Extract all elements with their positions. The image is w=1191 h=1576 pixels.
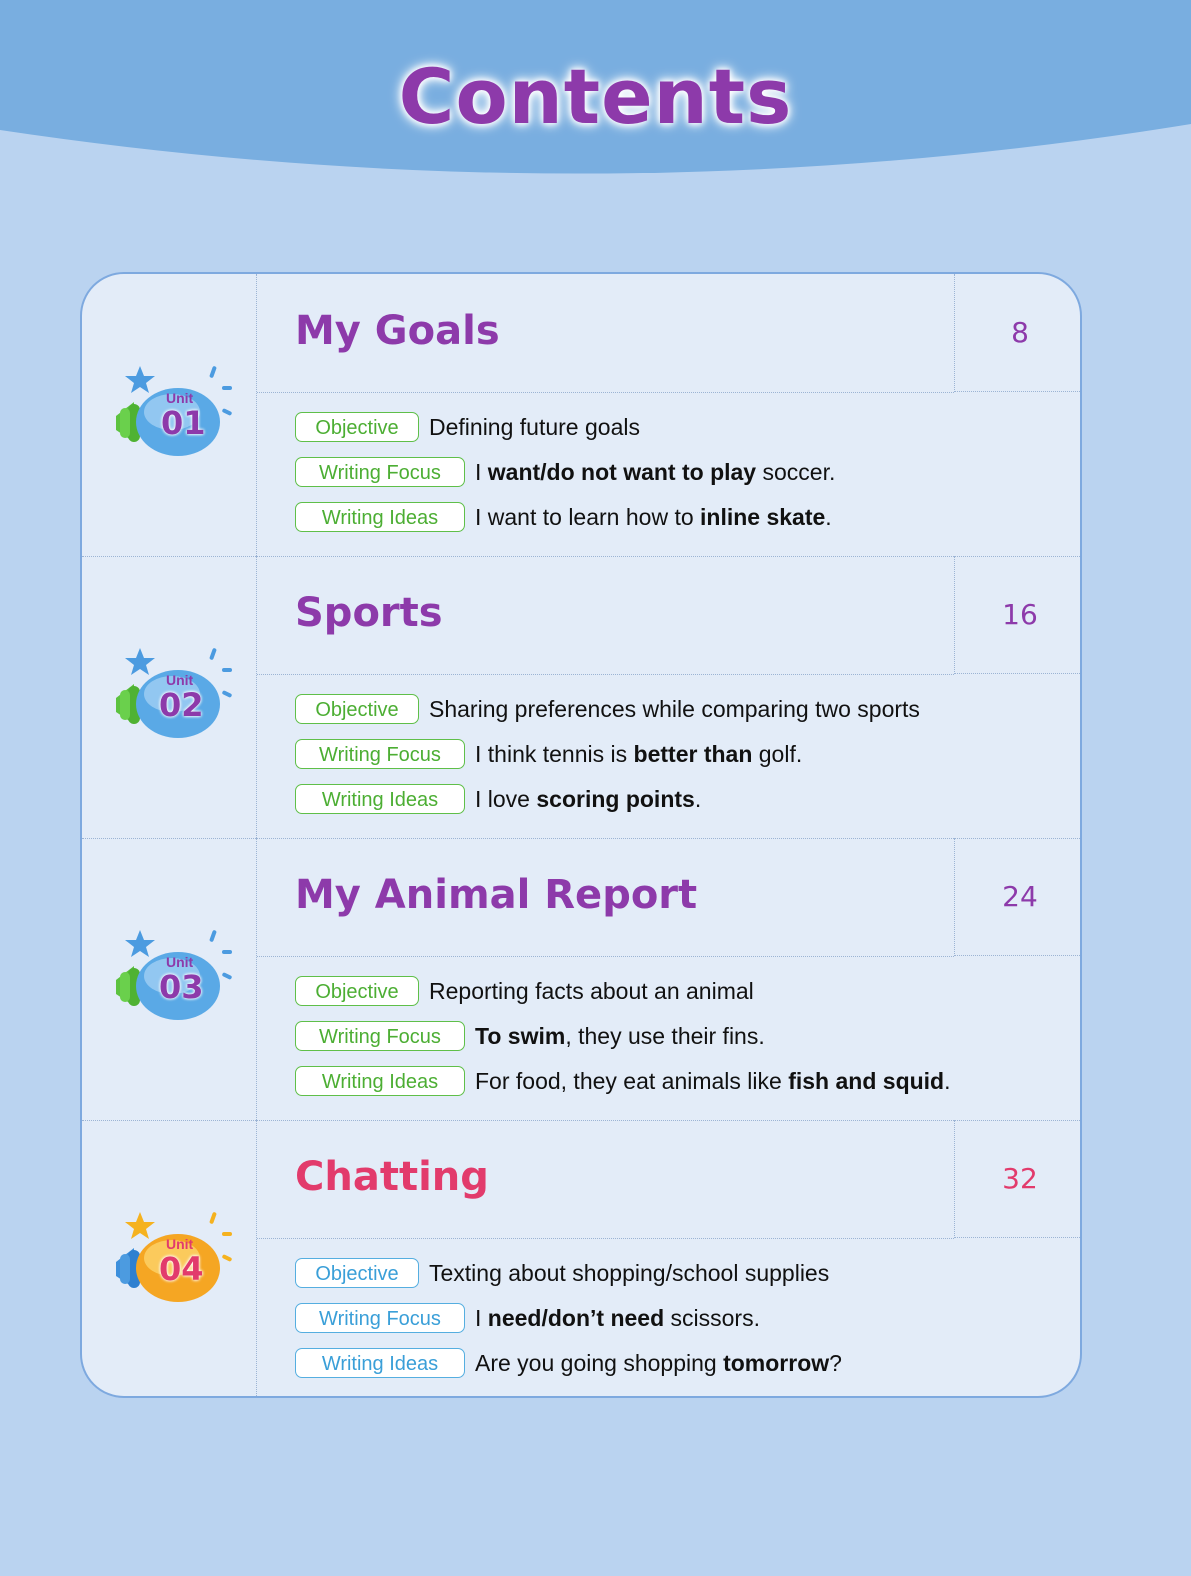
objective-text: Sharing preferences while comparing two sports <box>429 695 920 722</box>
objective-tag: Objective <box>295 976 419 1006</box>
writing-focus-line <box>295 1019 1075 1053</box>
writing-ideas-line <box>295 782 1075 816</box>
writing-focus-tag: Writing Focus <box>295 739 465 769</box>
unit-row-1[interactable] <box>82 274 1082 557</box>
writing-focus-line <box>295 455 1075 489</box>
objective-tag: Objective <box>295 1258 419 1288</box>
unit-details <box>295 1256 1075 1391</box>
unit-badge-label: Unit <box>166 954 194 970</box>
unit-details <box>295 410 1075 545</box>
unit-icon-column <box>82 274 257 556</box>
page-number[interactable]: 24 <box>1002 880 1038 913</box>
page-number[interactable]: 32 <box>1002 1162 1038 1195</box>
page-number-area <box>954 274 1082 392</box>
writing-focus-text: I want/do not want to play soccer. <box>475 458 836 485</box>
writing-ideas-tag: Writing Ideas <box>295 1348 465 1378</box>
unit-title[interactable]: Sports <box>295 590 443 636</box>
unit-row-2[interactable] <box>82 556 1082 839</box>
writing-ideas-tag: Writing Ideas <box>295 784 465 814</box>
writing-ideas-tag: Writing Ideas <box>295 502 465 532</box>
unit-badge-label: Unit <box>166 1236 194 1252</box>
writing-focus-text: I think tennis is better than golf. <box>475 740 803 767</box>
unit-title-area <box>257 838 954 957</box>
writing-focus-tag: Writing Focus <box>295 1021 465 1051</box>
unit-title-area <box>257 274 954 393</box>
unit-badge-number: 04 <box>159 1250 204 1288</box>
page-number[interactable]: 16 <box>1002 598 1038 631</box>
objective-line <box>295 410 1075 444</box>
objective-tag: Objective <box>295 694 419 724</box>
objective-line <box>295 692 1075 726</box>
writing-ideas-text: I want to learn how to inline skate. <box>475 503 832 530</box>
unit-title-area <box>257 556 954 675</box>
writing-ideas-tag: Writing Ideas <box>295 1066 465 1096</box>
writing-focus-text: To swim, they use their fins. <box>475 1022 765 1049</box>
unit-title-area <box>257 1120 954 1239</box>
writing-focus-line <box>295 1301 1075 1335</box>
objective-text: Reporting facts about an animal <box>429 977 754 1004</box>
unit-badge-number: 02 <box>159 686 204 724</box>
writing-ideas-text: For food, they eat animals like fish and squid. <box>475 1067 951 1094</box>
writing-ideas-line <box>295 1064 1075 1098</box>
page-number[interactable]: 8 <box>1011 316 1029 349</box>
unit-badge-label: Unit <box>166 390 194 406</box>
page-number-area <box>954 556 1082 674</box>
unit-details <box>295 692 1075 827</box>
unit-row-4[interactable] <box>82 1120 1082 1398</box>
writing-ideas-line <box>295 500 1075 534</box>
unit-badge-number: 01 <box>161 404 206 442</box>
writing-ideas-line <box>295 1346 1075 1380</box>
page-number-area <box>954 838 1082 956</box>
unit-row-3[interactable] <box>82 838 1082 1121</box>
writing-ideas-text: I love scoring points. <box>475 785 702 812</box>
writing-ideas-text: Are you going shopping tomorrow? <box>475 1349 842 1376</box>
objective-text: Defining future goals <box>429 413 640 440</box>
unit-title[interactable]: My Animal Report <box>295 872 698 918</box>
objective-line <box>295 974 1075 1008</box>
unit-badge-label: Unit <box>166 672 194 688</box>
unit-badge-number: 03 <box>159 968 204 1006</box>
writing-focus-line <box>295 737 1075 771</box>
unit-title[interactable]: Chatting <box>295 1154 489 1200</box>
objective-text: Texting about shopping/school supplies <box>429 1259 830 1286</box>
writing-focus-tag: Writing Focus <box>295 457 465 487</box>
unit-icon-column <box>82 838 257 1120</box>
objective-line <box>295 1256 1075 1290</box>
page-title: Contents <box>398 52 793 141</box>
contents-card <box>80 272 1082 1398</box>
unit-title[interactable]: My Goals <box>295 308 500 354</box>
unit-icon-column <box>82 1120 257 1398</box>
writing-focus-tag: Writing Focus <box>295 1303 465 1333</box>
page-number-area <box>954 1120 1082 1238</box>
unit-icon-column <box>82 556 257 838</box>
objective-tag: Objective <box>295 412 419 442</box>
unit-details <box>295 974 1075 1109</box>
writing-focus-text: I need/don’t need scissors. <box>475 1304 760 1331</box>
